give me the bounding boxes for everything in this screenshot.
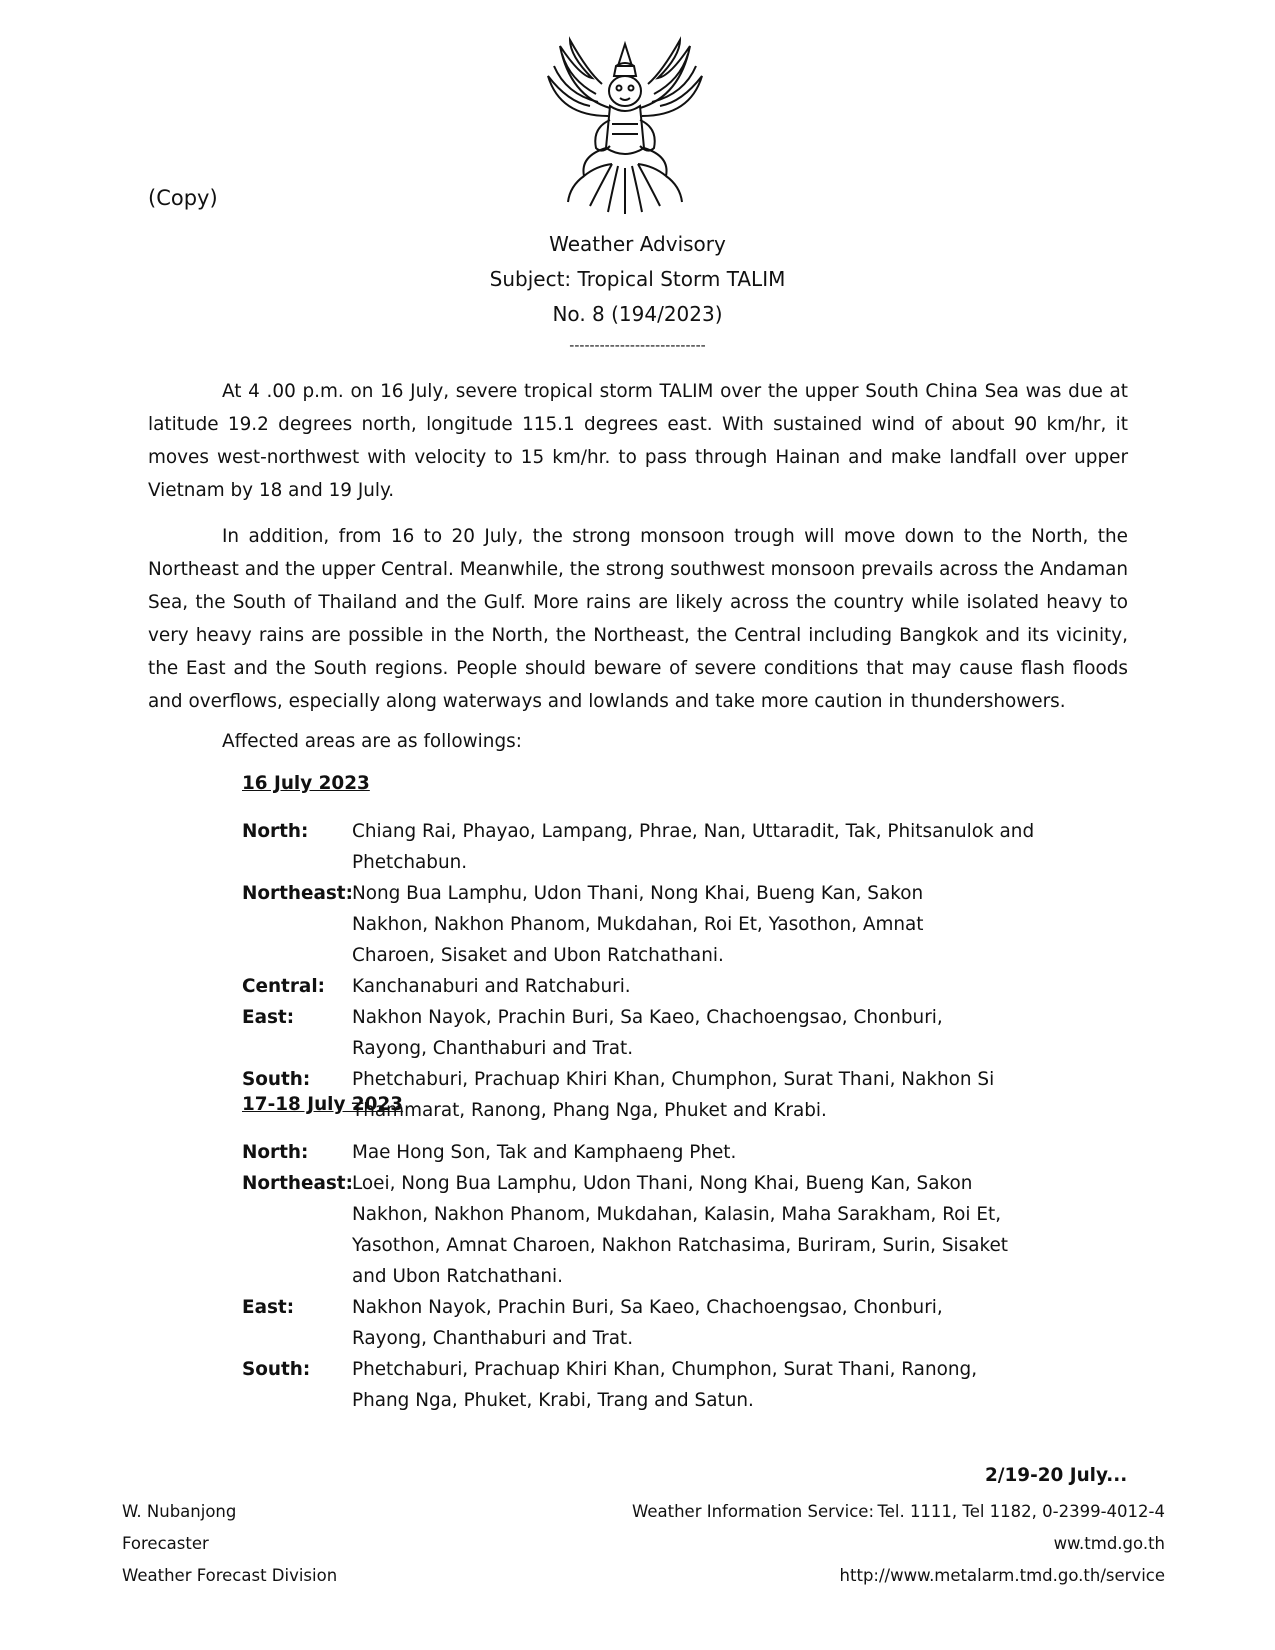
region-list [242, 816, 1122, 1126]
advisory-number: No. 8 (194/2023) [552, 302, 723, 326]
region-row [242, 971, 1122, 1002]
title-rule: --------------------------- [569, 338, 706, 354]
region-areas: Phetchaburi, Prachuap Khiri Khan, Chumphon, Surat Thani, Ranong, Phang Nga, Phuket, Krabi, Trang and Satun. [352, 1359, 978, 1411]
region-name: Northeast: [242, 883, 353, 904]
region-areas: Nakhon Nayok, Prachin Buri, Sa Kaeo, Chachoengsao, Chonburi, Rayong, Chanthaburi and Trat. [352, 1297, 943, 1349]
region-row [242, 816, 1122, 878]
region-name: South: [242, 1069, 311, 1090]
contact-service-url[interactable]: http://www.metalarm.tmd.go.th/service [839, 1566, 1165, 1585]
date-heading: 17-18 July 2023 [242, 1094, 404, 1115]
region-areas: Nakhon Nayok, Prachin Buri, Sa Kaeo, Chachoengsao, Chonburi, Rayong, Chanthaburi and Trat. [352, 1007, 943, 1059]
footer-author [122, 1496, 337, 1592]
region-areas: Nong Bua Lamphu, Udon Thani, Nong Khai, Bueng Kan, Sakon Nakhon, Nakhon Phanom, Mukdahan, Roi Et, Yasothon, Amnat Charoen, Sisaket and Ubon Ratchathani. [352, 883, 924, 966]
region-name: Northeast: [242, 1173, 353, 1194]
region-areas: Loei, Nong Bua Lamphu, Udon Thani, Nong Khai, Bueng Kan, Sakon Nakhon, Nakhon Phanom, Mukdahan, Kalasin, Maha Sarakham, Roi Et, Yasothon, Amnat Charoen, Nakhon Ratchasima, Buriram, Surin, Sisaket and Ubon Ratchathani. [352, 1173, 1009, 1287]
region-name: East: [242, 1297, 295, 1318]
region-name: North: [242, 1142, 309, 1163]
author-division: Weather Forecast Division [122, 1566, 338, 1585]
region-row [242, 1002, 1122, 1064]
date-heading: 16 July 2023 [242, 773, 370, 794]
region-row [242, 1354, 1122, 1416]
copy-mark: (Copy) [148, 186, 218, 210]
affected-intro: Affected areas are as followings: [222, 731, 522, 752]
contact-website[interactable]: ww.tmd.go.th [1053, 1534, 1165, 1553]
region-areas: Phetchaburi, Prachuap Khiri Khan, Chumphon, Surat Thani, Nakhon Si Thammarat, Ranong, Phang Nga, Phuket and Krabi. [352, 1069, 995, 1121]
author-role: Forecaster [122, 1534, 209, 1553]
region-name: South: [242, 1359, 311, 1380]
garuda-emblem-icon [540, 36, 710, 216]
region-areas: Mae Hong Son, Tak and Kamphaeng Phet. [352, 1142, 737, 1163]
advisory-subject: Subject: Tropical Storm TALIM [489, 267, 786, 291]
region-name: Central: [242, 976, 325, 997]
paragraph-monsoon: In addition, from 16 to 20 July, the strong monsoon trough will move down to the North, the Northeast and the upper Central. Meanwhile, the strong southwest monsoon prevails across the Andaman Sea, the South of Thailand and the Gulf. More rains are likely across the country while isolated heavy to very heavy rains are possible in the North, the Northeast, the Central including Bangkok and its vicinity, the East and the South regions. People should beware of severe conditions that may cause flash floods and overflows, especially along waterways and lowlands and take more caution in thundershowers. [148, 526, 1128, 712]
region-list [242, 1137, 1122, 1416]
region-areas: Chiang Rai, Phayao, Lampang, Phrae, Nan, Uttaradit, Tak, Phitsanulok and Phetchabun. [352, 821, 1035, 873]
region-row [242, 1168, 1122, 1292]
contact-phones: Tel. 1111, Tel 1182, 0-2399-4012-4 [877, 1502, 1165, 1521]
footer-contacts [840, 1496, 1165, 1592]
region-name: North: [242, 821, 309, 842]
region-row [242, 878, 1122, 971]
paragraph-storm-position: At 4 .00 p.m. on 16 July, severe tropical storm TALIM over the upper South China Sea was due at latitude 19.2 degrees north, longitude 115.1 degrees east. With sustained wind of about 90 km/hr, it moves west-northwest with velocity to 15 km/hr. to pass through Hainan and make landfall over upper Vietnam by 18 and 19 July. [148, 381, 1128, 501]
region-areas: Kanchanaburi and Ratchaburi. [352, 976, 631, 997]
region-row [242, 1292, 1122, 1354]
footer-service-label: Weather Information Service: [632, 1502, 875, 1521]
author-name: W. Nubanjong [122, 1502, 237, 1521]
page-continuation: 2/19-20 July... [985, 1465, 1128, 1486]
advisory-title: Weather Advisory [549, 232, 726, 256]
region-row [242, 1137, 1122, 1168]
region-name: East: [242, 1007, 295, 1028]
